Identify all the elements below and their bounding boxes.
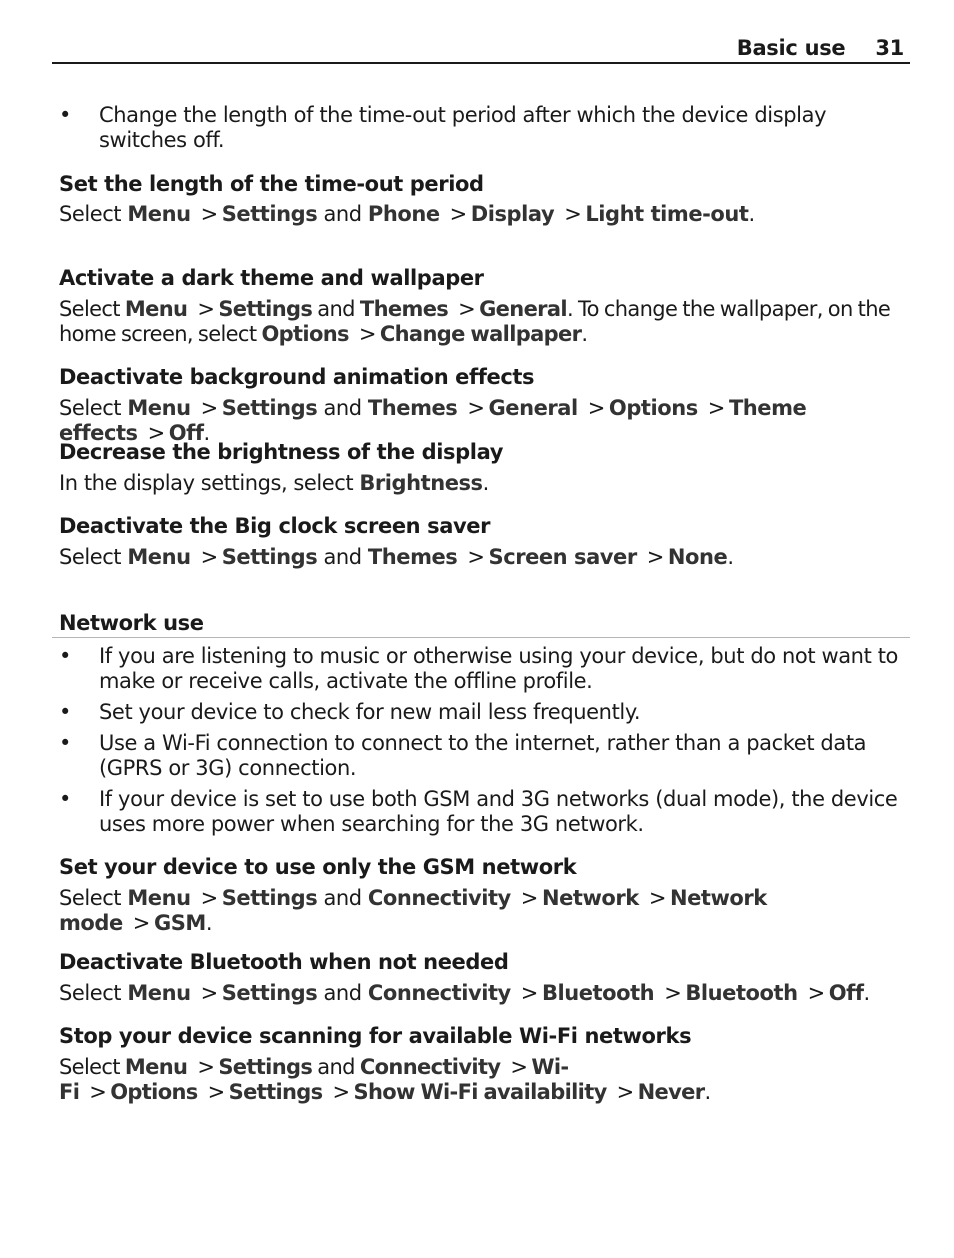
page-number: 31	[875, 36, 904, 60]
instruction-animation: Select Menu > Settings and Themes > General > Options > Theme effects > Off.	[59, 396, 807, 445]
section-title-brightness: Decrease the brightness of the display	[59, 440, 503, 464]
bullet-icon: •	[59, 700, 71, 724]
bullet-icon: •	[59, 103, 71, 127]
section-title-dark-theme: Activate a dark theme and wallpaper	[59, 266, 484, 290]
bullet-icon: •	[59, 731, 71, 755]
bullet-icon: •	[59, 644, 71, 668]
section-title-timeout: Set the length of the time-out period	[59, 172, 484, 196]
section-title-animation: Deactivate background animation effects	[59, 365, 535, 389]
instruction-wifi-scan: Select Menu > Settings and Connectivity > Wi-Fi > Options > Settings > Show Wi-Fi availability > Never.	[59, 1055, 711, 1104]
section-title-wifi-scan: Stop your device scanning for available Wi-Fi networks	[59, 1024, 692, 1048]
instruction-timeout: Select Menu > Settings and Phone > Display > Light time-out.	[59, 202, 755, 226]
section-divider	[52, 637, 910, 638]
instruction-dark-theme: Select Menu > Settings and Themes > General. To change the wallpaper, on the home screen, select Options > Change wallpaper.	[59, 297, 891, 346]
section-title-screen-saver: Deactivate the Big clock screen saver	[59, 514, 491, 538]
instruction-gsm: Select Menu > Settings and Connectivity > Network > Network mode > GSM.	[59, 886, 767, 935]
network-use-heading: Network use	[59, 611, 204, 635]
bullet-text: Change the length of the time-out period after which the device display switches off.	[99, 103, 827, 152]
page-header	[52, 36, 910, 64]
section-title-bluetooth: Deactivate Bluetooth when not needed	[59, 950, 509, 974]
bullet-icon: •	[59, 787, 71, 811]
instruction-brightness: In the display settings, select Brightness.	[59, 471, 489, 495]
header-section-title: Basic use	[736, 36, 846, 60]
section-title-gsm: Set your device to use only the GSM network	[59, 855, 577, 879]
instruction-screen-saver: Select Menu > Settings and Themes > Screen saver > None.	[59, 545, 734, 569]
instruction-bluetooth: Select Menu > Settings and Connectivity > Bluetooth > Bluetooth > Off.	[59, 981, 870, 1005]
